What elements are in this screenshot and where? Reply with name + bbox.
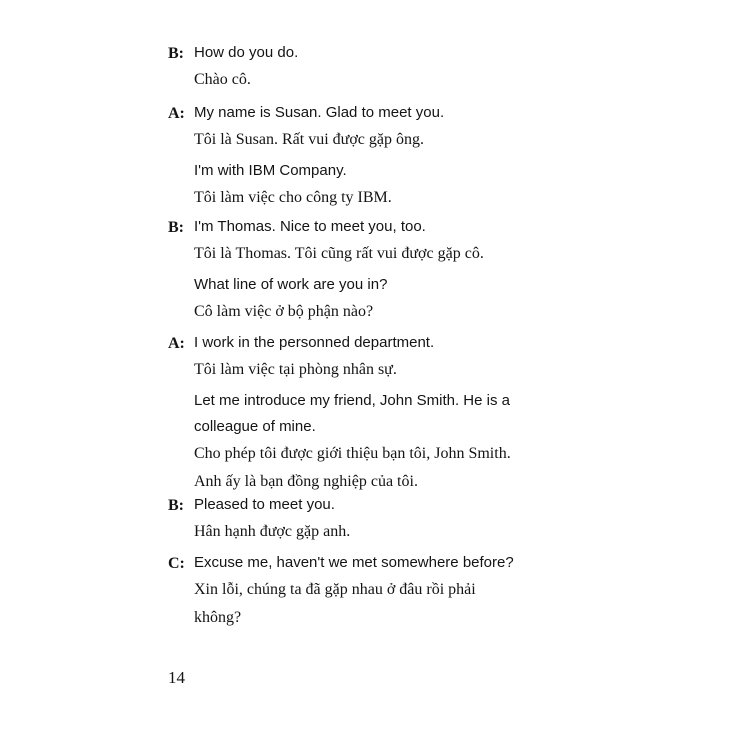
english-line: How do you do. xyxy=(194,44,299,61)
vietnamese-line: Xin lỗi, chúng ta đã gặp nhau ở đâu rồi phải xyxy=(194,581,476,598)
vietnamese-line: Anh ấy là bạn đồng nghiệp của tôi. xyxy=(194,473,418,490)
vietnamese-line: Tôi là Susan. Rất vui được gặp ông. xyxy=(194,131,424,148)
dialogue-content xyxy=(194,100,730,154)
english-line: Pleased to meet you. xyxy=(194,496,335,513)
vietnamese-line: Hân hạnh được gặp anh. xyxy=(194,523,351,540)
english-line: What line of work are you in? xyxy=(194,276,388,293)
dialogue-content xyxy=(194,158,730,212)
english-line: Let me introduce my friend, John Smith. He is a xyxy=(194,392,510,409)
vietnamese-line: Chào cô. xyxy=(194,71,251,88)
vietnamese-line: Tôi là Thomas. Tôi cũng rất vui được gặp cô. xyxy=(194,245,484,262)
dialogue-content xyxy=(194,214,730,268)
speaker-label: A: xyxy=(168,335,185,352)
dialogue-content xyxy=(194,272,730,326)
english-line: I'm with IBM Company. xyxy=(194,162,347,179)
vietnamese-line: Cho phép tôi được giới thiệu bạn tôi, John Smith. xyxy=(194,445,511,462)
dialogue-content xyxy=(194,330,730,384)
vietnamese-line: Cô làm việc ở bộ phận nào? xyxy=(194,303,374,320)
english-line: I work in the personned department. xyxy=(194,334,435,351)
dialogue-content xyxy=(194,492,730,546)
speaker-label: B: xyxy=(168,45,184,62)
vietnamese-line: Tôi làm việc cho công ty IBM. xyxy=(194,189,392,206)
dialogue-content xyxy=(194,550,730,632)
dialogue-content xyxy=(194,40,730,94)
dialogue-content xyxy=(194,388,730,496)
page-number: 14 xyxy=(168,668,185,687)
english-line: Excuse me, haven't we met somewhere before? xyxy=(194,554,514,571)
english-line: colleague of mine. xyxy=(194,418,316,435)
english-line: My name is Susan. Glad to meet you. xyxy=(194,104,445,121)
vietnamese-line: không? xyxy=(194,609,242,626)
speaker-label: A: xyxy=(168,105,185,122)
vietnamese-line: Tôi làm việc tại phòng nhân sự. xyxy=(194,361,397,378)
speaker-label: B: xyxy=(168,219,184,236)
english-line: I'm Thomas. Nice to meet you, too. xyxy=(194,218,426,235)
speaker-label: C: xyxy=(168,555,185,572)
speaker-label: B: xyxy=(168,497,184,514)
